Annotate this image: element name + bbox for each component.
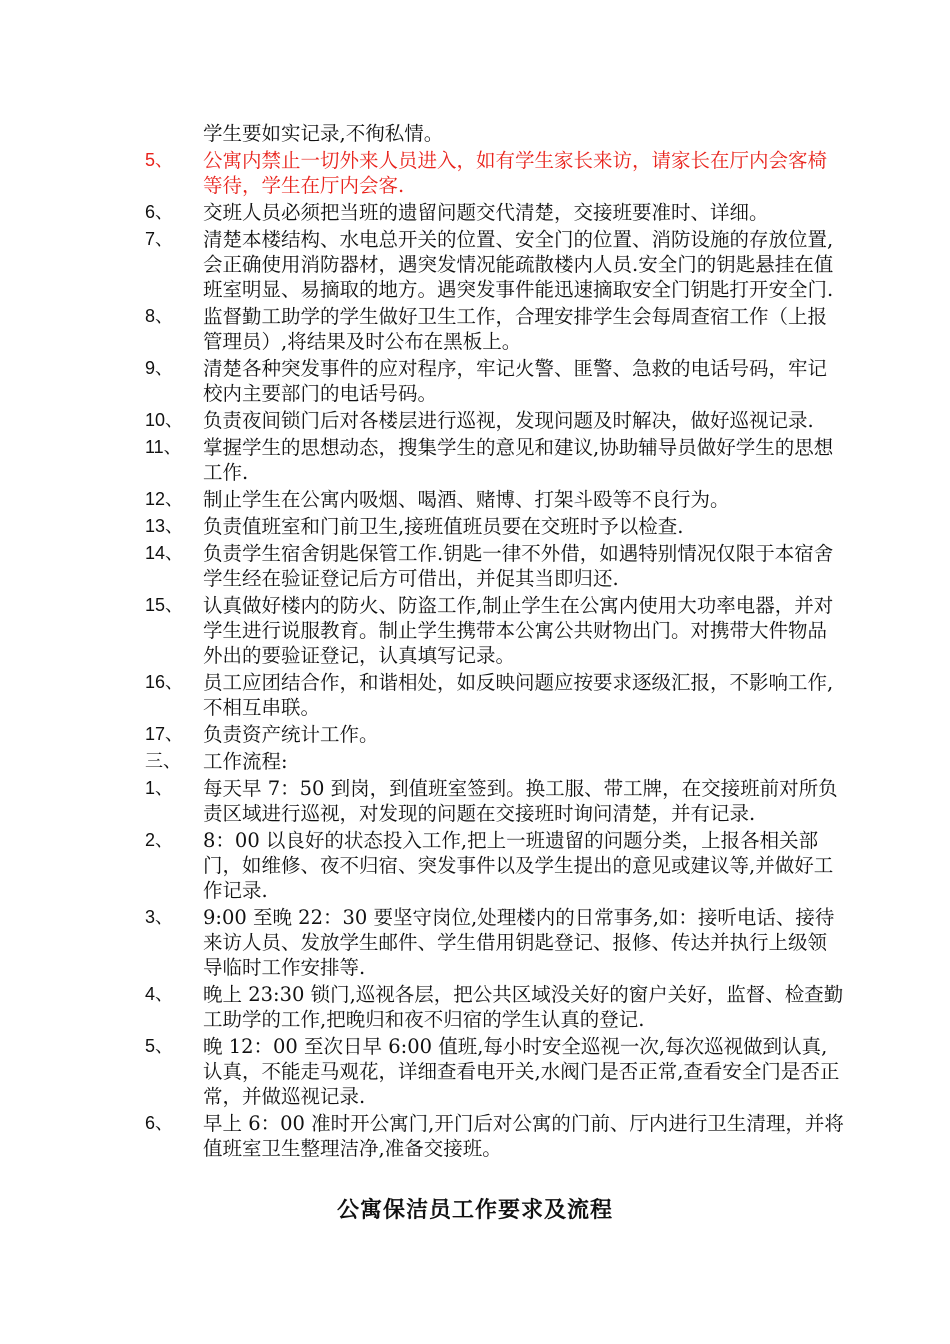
list-item [145,227,845,302]
list-item-text: 监督勤工助学的学生做好卫生工作，合理安排学生会每周查宿工作（上报管理员）,将结果及时公布在黑板上。 [203,305,828,353]
list-item [145,200,845,225]
list-item-number: 三、 [145,751,181,771]
list-item-number: 2、 [145,830,174,850]
list-item [145,408,845,433]
list-item-text: 公寓内禁止一切外来人员进入，如有学生家长来访，请家长在厅内会客椅等待，学生在厅内会客. [203,149,828,197]
list-item-text: 晚 12：00 至次日早 6:00 值班,每小时安全巡视一次,每次巡视做到认真,认真，不能走马观花，详细查看电开关,水阀门是否正常,查看安全门是否正常，并做巡视记录. [203,1035,840,1108]
list-item-number: 3、 [145,907,174,927]
list-item-number: 7、 [145,229,174,249]
list-item-text: 负责夜间锁门后对各楼层进行巡视，发现问题及时解决，做好巡视记录. [203,409,814,432]
continuation-paragraph [145,121,845,146]
list-item-text: 晚上 23:30 锁门,巡视各层，把公共区域没关好的窗户关好，监督、检查勤工助学的工作,把晚归和夜不归宿的学生认真的登记. [203,983,844,1031]
list-item-number: 16、 [145,672,184,692]
list-item-number: 15、 [145,595,184,615]
list-item-number: 1、 [145,778,174,798]
list-item [145,541,845,591]
list-item-text: 认真做好楼内的防火、防盗工作,制止学生在公寓内使用大功率电器，并对学生进行说服教育。制止学生携带本公寓公共财物出门。对携带大件物品外出的要验证登记，认真填写记录。 [203,594,834,667]
list-item-text: 清楚本楼结构、水电总开关的位置、安全门的位置、消防设施的存放位置,会正确使用消防器材，遇突发情况能疏散楼内人员.安全门的钥匙悬挂在值班室明显、易摘取的地方。遇突发事件能迅速摘取安全门钥匙打开安全门. [203,228,834,301]
list-item-text: 清楚各种突发事件的应对程序，牢记火警、匪警、急救的电话号码，牢记校内主要部门的电话号码。 [203,357,828,405]
list-item [145,514,845,539]
list-item-number: 10、 [145,410,184,430]
list-item [145,593,845,668]
list-item-text: 8：00 以良好的状态投入工作,把上一班遗留的问题分类，上报各相关部门，如维修、夜不归宿、突发事件以及学生提出的意见或建议等,并做好工作记录. [203,829,834,902]
list-item-text: 制止学生在公寓内吸烟、喝酒、赌博、打架斗殴等不良行为。 [203,488,730,511]
list-item-number: 6、 [145,1113,174,1133]
section-title: 公寓保洁员工作要求及流程 [336,1198,613,1223]
list-item-number: 6、 [145,202,174,222]
list-item [145,1034,845,1109]
document-body [145,121,845,1163]
list-item [145,982,845,1032]
list-item [145,356,845,406]
list-item [145,148,845,198]
list-item-text: 员工应团结合作，和谐相处，如反映问题应按要求逐级汇报，不影响工作,不相互串联。 [203,671,834,719]
list-item [145,749,845,774]
list-item-number: 5、 [145,150,174,170]
list-item [145,722,845,747]
list-item [145,776,845,826]
list-item [145,905,845,980]
list-item [145,304,845,354]
list-item-text: 工作流程: [203,750,288,773]
paragraph-text: 学生要如实记录,不徇私情。 [203,122,444,145]
list-item-number: 11、 [145,437,182,457]
list-item-text: 负责学生宿舍钥匙保管工作.钥匙一律不外借，如遇特别情况仅限于本宿舍学生经在验证登记后方可借出，并促其当即归还. [203,542,834,590]
list-item-number: 17、 [145,724,184,744]
list-item [145,828,845,903]
list-item [145,435,845,485]
list-item-number: 12、 [145,489,184,509]
list-item-number: 8、 [145,306,174,326]
list-item-number: 5、 [145,1036,174,1056]
list-item-number: 9、 [145,358,174,378]
list-item-text: 每天早 7：50 到岗，到值班室签到。换工服、带工牌，在交接班前对所负责区域进行巡视，对发现的问题在交接班时询问清楚，并有记录. [203,777,838,825]
list-item-text: 交班人员必须把当班的遗留问题交代清楚，交接班要准时、详细。 [203,201,769,224]
list-item [145,487,845,512]
list-item [145,1111,845,1161]
list-item-number: 4、 [145,984,174,1004]
numbered-list [145,148,845,1161]
list-item [145,670,845,720]
list-item-text: 早上 6：00 准时开公寓门,开门后对公寓的门前、厅内进行卫生清理，并将值班室卫生整理洁净,准备交接班。 [203,1112,844,1160]
list-item-text: 负责资产统计工作。 [203,723,379,746]
list-item-number: 13、 [145,516,184,536]
list-item-text: 负责值班室和门前卫生,接班值班员要在交班时予以检查. [203,515,684,538]
list-item-text: 掌握学生的思想动态，搜集学生的意见和建议,协助辅导员做好学生的思想工作. [203,436,834,484]
list-item-number: 14、 [145,543,184,563]
list-item-text: 9:00 至晚 22：30 要坚守岗位,处理楼内的日常事务,如：接听电话、接待来访人员、发放学生邮件、学生借用钥匙登记、报修、传达并执行上级领导临时工作安排等. [203,906,835,979]
